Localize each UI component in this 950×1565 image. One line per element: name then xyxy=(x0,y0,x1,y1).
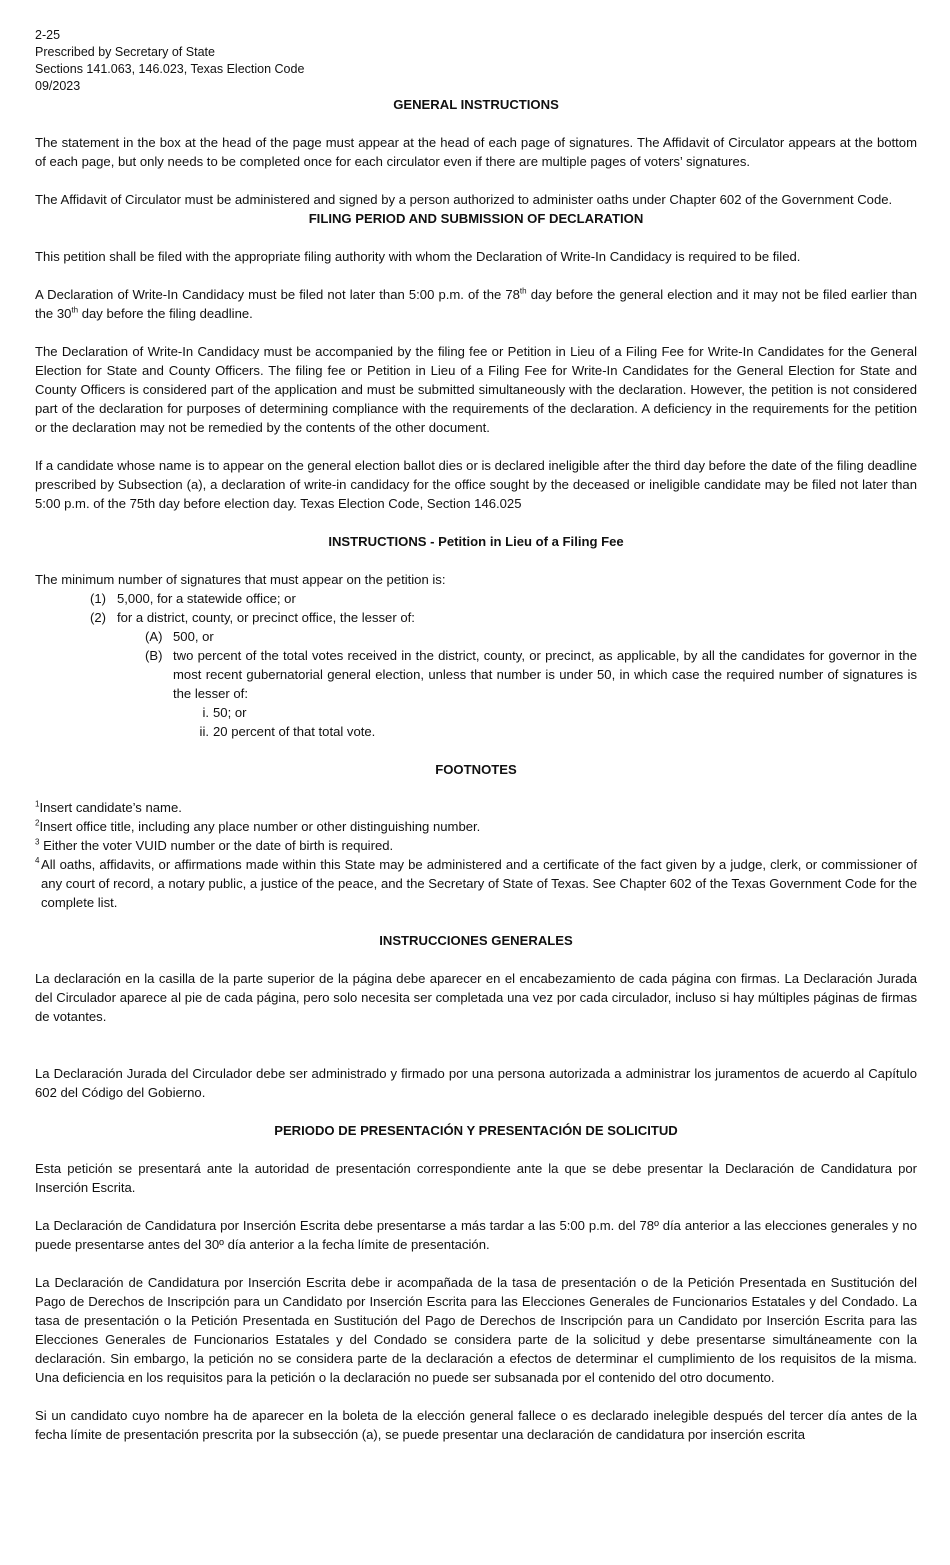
instrucciones-paragraph-2: La Declaración Jurada del Circulador debe ser administrado y firmado por una persona autorizada a administrar los juramentos de acuerdo al Capítulo 602 del Código del Gobierno. xyxy=(35,1066,917,1100)
periodo-paragraph-2: La Declaración de Candidatura por Inserción Escrita debe presentarse a más tardar a las 5:00 p.m. del 78º día anterior a las elecciones generales y no puede presentarse antes del 30º día anterior a la fecha límite de presentación. xyxy=(35,1218,917,1252)
list-item xyxy=(35,703,917,722)
footnote-text: Either the voter VUID number or the date of birth is required. xyxy=(39,838,394,853)
code-sections: Sections 141.063, 146.023, Texas Election Code xyxy=(35,62,305,76)
list-item xyxy=(35,646,917,703)
footnote-4 xyxy=(35,855,917,912)
filing-p2-part-a: A Declaration of Write-In Candidacy must be filed not later than 5:00 p.m. of the 78 xyxy=(35,287,520,302)
periodo-paragraph-4: Si un candidato cuyo nombre ha de aparecer en la boleta de la elección general fallece o es declarado inelegible después del tercer día antes de la fecha límite de presentación prescrita por la subsección (a), se puede presentar una declaración de candidatura por inserción escrita xyxy=(35,1408,917,1442)
list-item-text: for a district, county, or precinct office, the lesser of: xyxy=(117,610,415,625)
general-instructions-heading: GENERAL INSTRUCTIONS xyxy=(393,97,559,112)
general-paragraph-2: The Affidavit of Circulator must be administered and signed by a person authorized to administer oaths under Chapter 602 of the Government Code. xyxy=(35,192,893,207)
footnote-mark: 1 xyxy=(35,799,40,809)
footnote-mark: 2 xyxy=(35,818,40,828)
petition-intro: The minimum number of signatures that must appear on the petition is: xyxy=(35,572,446,587)
filing-paragraph-2 xyxy=(35,285,917,323)
form-metadata xyxy=(35,27,917,95)
list-item xyxy=(35,627,917,646)
footnote-2 xyxy=(35,817,917,836)
filing-p2-part-c: day before the filing deadline. xyxy=(78,306,253,321)
list-item-number: i. xyxy=(202,705,209,720)
footnote-text: Insert candidate’s name. xyxy=(39,800,182,815)
filing-paragraph-4: If a candidate whose name is to appear on the general election ballot dies or is declared ineligible after the third day before the date of the filing deadline prescribed by Subsection (a), a declaration of write-in candidacy for the office sought by the deceased or ineligible candidate may be filed not later than 5:00 p.m. of the 75th day before election day. Texas Election Code, Section 146.025 xyxy=(35,458,917,511)
signature-requirements-list xyxy=(35,589,917,741)
form-date: 09/2023 xyxy=(35,79,81,93)
filing-paragraph-3: The Declaration of Write-In Candidacy must be accompanied by the filing fee or Petition in Lieu of a Filing Fee for Write-In Candidates for the General Election for State and County Officers. The filing fee or Petition in Lieu of a Filing Fee for Write-In Candidates for the General Election for State and County Officers is considered part of the application and must be submitted simultaneously with the declaration. However, the petition is not considered part of the declaration for purposes of determining compliance with the requirements of the declaration. A deficiency in the requirements for the petition or the declaration may not be remedied by the contents of the other document. xyxy=(35,344,917,435)
superscript-th: th xyxy=(71,305,79,315)
form-number: 2-25 xyxy=(35,28,61,42)
footnote-1 xyxy=(35,798,917,817)
list-item-number: (B) xyxy=(145,648,163,663)
list-item xyxy=(35,589,917,608)
periodo-paragraph-3: La Declaración de Candidatura por Inserción Escrita debe ir acompañada de la tasa de presentación o de la Petición Presentada en Sustitución del Pago de Derechos de Inscripción para un Candidato por Inserción Escrita para las Elecciones Generales de Funcionarios Estatales y del Condado. La tasa de presentación o la Petición Presentada en Sustitución del Pago de Derechos de Inscripción para un Candidato por Inserción Escrita para las Elecciones Generales de Funcionarios Estatales y del Condado se considera parte de la solicitud y debe presentarse simultáneamente con la declaración. Sin embargo, la petición no se considera parte de la declaración a efectos de determinar el cumplimiento de los requisitos de la misma. Una deficiencia en los requisitos para la petición o la declaración no puede ser subsanada por el contenido del otro documento. xyxy=(35,1275,917,1385)
list-item-number: (1) xyxy=(90,591,107,606)
list-item-number: ii. xyxy=(199,724,209,739)
filing-paragraph-1: This petition shall be filed with the appropriate filing authority with whom the Declaration of Write-In Candidacy is required to be filed. xyxy=(35,249,801,264)
list-item xyxy=(35,722,917,741)
filing-p2-part-b: day before the general election and it may not be filed earlier than the 30 xyxy=(35,287,917,321)
petition-instructions-heading: INSTRUCTIONS - Petition in Lieu of a Filing Fee xyxy=(328,534,624,549)
instrucciones-generales-heading: INSTRUCCIONES GENERALES xyxy=(379,933,573,948)
periodo-heading: PERIODO DE PRESENTACIÓN Y PRESENTACIÓN DE SOLICITUD xyxy=(274,1123,678,1138)
list-item-number: (2) xyxy=(90,610,107,625)
footnote-text: Insert office title, including any place number or other distinguishing number. xyxy=(39,819,481,834)
footnote-3 xyxy=(35,836,917,855)
superscript-th: th xyxy=(519,286,527,296)
list-item xyxy=(35,608,917,627)
instrucciones-paragraph-1: La declaración en la casilla de la parte superior de la página debe aparecer en el encabezamiento de cada página con firmas. La Declaración Jurada del Circulador aparece al pie de cada página, pero solo necesita ser completada una vez por cada circulador, incluso si hay múltiples páginas de firmas de votantes. xyxy=(35,971,917,1024)
list-item-text: 50; or xyxy=(213,705,247,720)
list-item-text: 5,000, for a statewide office; or xyxy=(117,591,296,606)
list-item-text: two percent of the total votes received in the district, county, or precinct, as applicable, by all the candidates for governor in the most recent gubernatorial general election, unless that number is under 50, in which case the required number of signatures is the lesser of: xyxy=(173,648,917,701)
list-item-number: (A) xyxy=(145,629,163,644)
footnotes-heading: FOOTNOTES xyxy=(435,762,517,777)
footnote-text: All oaths, affidavits, or affirmations made within this State may be administered and a certificate of the fact given by a judge, clerk, or commissioner of any court of record, a notary public, a justice of the peace, and the Secretary of State of Texas. See Chapter 602 of the Texas Government Code for the complete list. xyxy=(41,857,917,910)
periodo-paragraph-1: Esta petición se presentará ante la autoridad de presentación correspondiente ante la que se debe presentar la Declaración de Candidatura por Inserción Escrita. xyxy=(35,1161,917,1195)
prescribed-by: Prescribed by Secretary of State xyxy=(35,45,215,59)
footnote-mark: 4 xyxy=(35,856,40,865)
list-item-text: 20 percent of that total vote. xyxy=(213,724,376,739)
list-item-text: 500, or xyxy=(173,629,214,644)
general-paragraph-1: The statement in the box at the head of the page must appear at the head of each page of signatures. The Affidavit of Circulator appears at the bottom of each page, but only needs to be completed once for each circulator even if there are multiple pages of voters’ signatures. xyxy=(35,135,917,169)
footnote-mark: 3 xyxy=(35,837,40,847)
document-page xyxy=(35,27,917,1444)
filing-period-heading: FILING PERIOD AND SUBMISSION OF DECLARATION xyxy=(308,211,644,226)
